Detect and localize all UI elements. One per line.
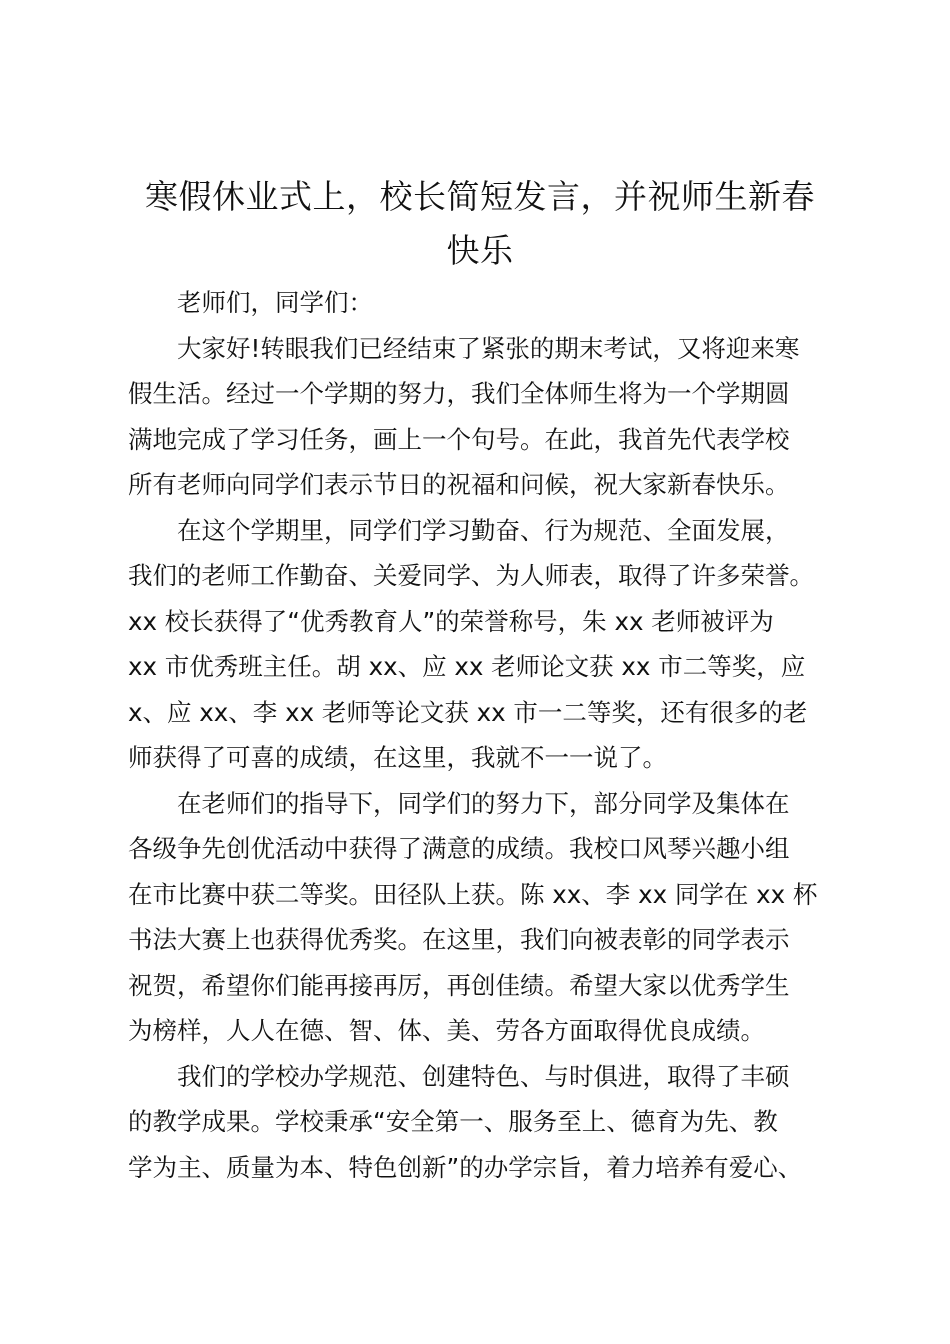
text-line: xx 市优秀班主任。胡 xx、应 xx 老师论文获 xx 市二等奖，应 <box>128 652 806 681</box>
paragraph <box>128 326 840 508</box>
text-line: 书法大赛上也获得优秀奖。在这里，我们向被表彰的同学表示 <box>128 925 790 954</box>
document-title <box>110 170 850 278</box>
title-line: 寒假休业式上，校长简短发言，并祝师生新春 <box>145 177 815 216</box>
paragraph <box>128 508 840 781</box>
text-line: 祝贺，希望你们能再接再厉，再创佳绩。希望大家以优秀学生 <box>128 970 790 1000</box>
text-line: 我们的老师工作勤奋、关爱同学、为人师表，取得了许多荣誉。 <box>128 561 814 590</box>
text-line: x、应 xx、李 xx 老师等论文获 xx 市一二等奖，还有很多的老 <box>128 697 808 727</box>
title-line: 快乐 <box>446 231 514 270</box>
paragraph <box>128 781 840 1054</box>
text-line: 在这个学期里，同学们学习勤奋、行为规范、全面发展， <box>177 515 790 545</box>
text-line: 满地完成了学习任务，画上一个句号。在此，我首先代表学校 <box>128 424 790 454</box>
paragraph-salutation <box>128 280 840 326</box>
text-line: 各级争先创优活动中获得了满意的成绩。我校口风琴兴趣小组 <box>128 834 790 863</box>
text-line: 老师们，同学们： <box>177 288 373 317</box>
text-line: 学为主、质量为本、特色创新”的办学宗旨，着力培养有爱心、 <box>128 1152 803 1182</box>
paragraph <box>128 1054 840 1191</box>
text-line: 我们的学校办学规范、创建特色、与时俱进，取得了丰硕 <box>177 1061 790 1091</box>
text-line: 在老师们的指导下，同学们的努力下，部分同学及集体在 <box>177 788 790 818</box>
text-line: 假生活。经过一个学期的努力，我们全体师生将为一个学期圆 <box>128 379 790 408</box>
text-line: 所有老师向同学们表示节日的祝福和问候，祝大家新春快乐。 <box>128 470 790 499</box>
document-body <box>128 280 840 1190</box>
text-line: 在市比赛中获二等奖。田径队上获。陈 xx、李 xx 同学在 xx 杯 <box>128 879 818 909</box>
text-line: 的教学成果。学校秉承“安全第一、服务至上、德育为先、教 <box>128 1107 778 1136</box>
text-line: 为榜样，人人在德、智、体、美、劳各方面取得优良成绩。 <box>128 1016 765 1045</box>
text-line: 师获得了可喜的成绩，在这里，我就不一一说了。 <box>128 743 667 772</box>
text-line: 大家好!转眼我们已经结束了紧张的期末考试，又将迎来寒 <box>177 333 800 363</box>
text-line: xx 校长获得了“优秀教育人”的荣誉称号，朱 xx 老师被评为 <box>128 606 774 636</box>
